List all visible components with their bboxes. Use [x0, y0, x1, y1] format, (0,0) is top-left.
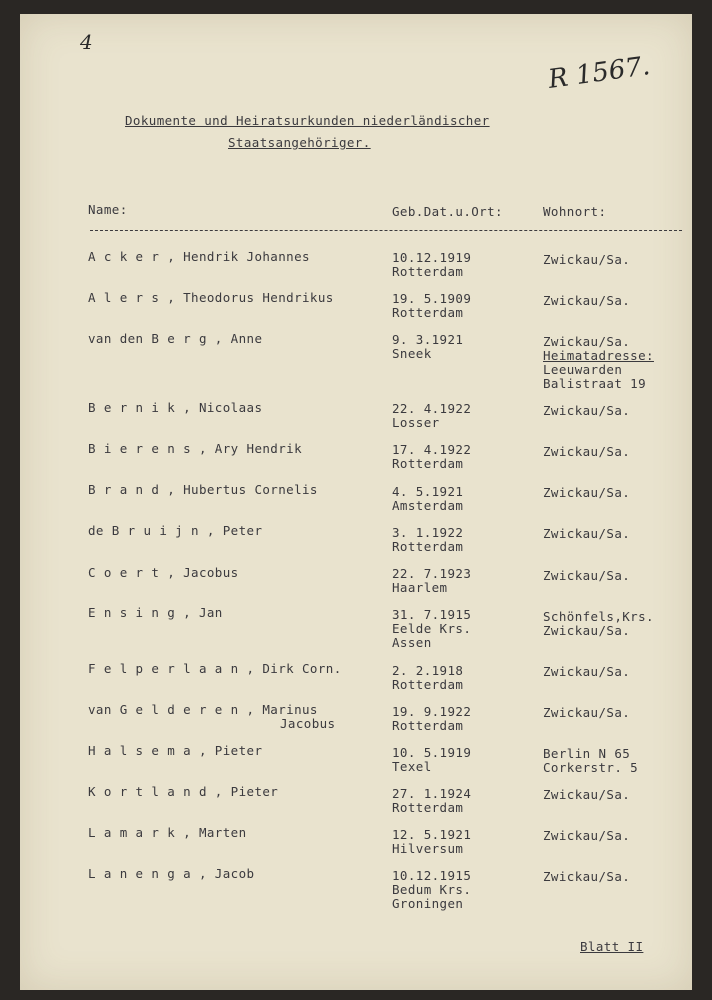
header-birth: Geb.Dat.u.Ort:: [392, 204, 503, 219]
residence-line: Zwickau/Sa.: [543, 623, 631, 638]
entry-name: H a l s e m a , Pieter: [88, 743, 263, 758]
residence-line: Heimatadresse:: [543, 348, 654, 363]
entry-date: 12. 5.1921: [392, 827, 472, 842]
entry-date: 10.12.1919: [392, 250, 472, 265]
entry-residence: [543, 747, 638, 775]
residence-line: Zwickau/Sa.: [543, 334, 631, 349]
entry-name: L a n e n g a , Jacob: [88, 866, 255, 881]
entry-place: Texel: [392, 759, 432, 774]
entry-residence: [543, 527, 630, 541]
entry-name: K o r t l a n d , Pieter: [88, 784, 279, 799]
residence-line: Zwickau/Sa.: [543, 293, 631, 308]
entry-place: Haarlem: [392, 580, 448, 595]
entry-name: E n s i n g , Jan: [88, 605, 223, 620]
entry-name: B i e r e n s , Ary Hendrik: [88, 441, 302, 456]
entry-place: Amsterdam: [392, 498, 464, 513]
header-residence: Wohnort:: [543, 204, 607, 219]
entry-birth: [392, 567, 471, 595]
entry-date: 22. 4.1922: [392, 401, 472, 416]
entry-place: Rotterdam: [392, 264, 464, 279]
entry-date: 2. 2.1918: [392, 663, 464, 678]
entry-birth: [392, 402, 471, 430]
entry-birth: [392, 664, 463, 692]
entry-birth: [392, 333, 463, 361]
entry-birth: [392, 828, 471, 856]
entry-place: Rotterdam: [392, 305, 464, 320]
entry-place: Bedum Krs.: [392, 882, 472, 897]
entry-date: 10.12.1915: [392, 868, 472, 883]
entry-name: F e l p e r l a a n , Dirk Corn.: [88, 661, 342, 676]
entry-birth: [392, 608, 471, 650]
entry-place: Groningen: [392, 896, 464, 911]
entry-residence: [543, 445, 630, 459]
residence-line: Zwickau/Sa.: [543, 485, 631, 500]
entry-residence: [543, 829, 630, 843]
entry-birth: [392, 251, 471, 279]
entry-date: 19. 9.1922: [392, 704, 472, 719]
entry-birth: [392, 292, 471, 320]
entry-place: Eelde Krs.: [392, 621, 472, 636]
residence-line: Zwickau/Sa.: [543, 568, 631, 583]
entry-date: 31. 7.1915: [392, 607, 472, 622]
entry-residence: [543, 788, 630, 802]
entry-residence: [543, 610, 654, 638]
residence-line: Zwickau/Sa.: [543, 787, 631, 802]
entry-date: 27. 1.1924: [392, 786, 472, 801]
entry-birth: [392, 869, 471, 911]
residence-line: Zwickau/Sa.: [543, 828, 631, 843]
header-rule: [90, 230, 682, 231]
residence-line: Leeuwarden: [543, 362, 623, 377]
entry-birth: [392, 485, 463, 513]
entry-residence: [543, 569, 630, 583]
residence-line: Zwickau/Sa.: [543, 444, 631, 459]
entry-residence: [543, 253, 630, 267]
header-name: Name:: [88, 202, 128, 217]
entry-birth: [392, 787, 471, 815]
sheet-label: Blatt II: [580, 939, 644, 954]
entry-name: A l e r s , Theodorus Hendrikus: [88, 290, 334, 305]
entry-residence: [543, 335, 654, 391]
entry-residence: [543, 706, 630, 720]
entry-birth: [392, 705, 471, 733]
entry-residence: [543, 294, 630, 308]
residence-line: Berlin N 65: [543, 746, 631, 761]
entry-date: 22. 7.1923: [392, 566, 472, 581]
residence-line: Zwickau/Sa.: [543, 869, 631, 884]
residence-line: Corkerstr. 5: [543, 760, 639, 775]
entry-date: 17. 4.1922: [392, 442, 472, 457]
entry-name: de B r u i j n , Peter: [88, 523, 263, 538]
entry-birth: [392, 443, 471, 471]
residence-line: Schönfels,Krs.: [543, 609, 654, 624]
entry-place: Hilversum: [392, 841, 464, 856]
reference-number: R 1567.: [546, 51, 652, 95]
entry-name: C o e r t , Jacobus: [88, 565, 239, 580]
document-page: [20, 14, 692, 990]
entry-date: 9. 3.1921: [392, 332, 464, 347]
residence-line: Zwickau/Sa.: [543, 252, 631, 267]
entry-name: A c k e r , Hendrik Johannes: [88, 249, 310, 264]
entry-place: Sneek: [392, 346, 432, 361]
residence-line: Zwickau/Sa.: [543, 526, 631, 541]
entry-place: Rotterdam: [392, 539, 464, 554]
residence-line: Zwickau/Sa.: [543, 664, 631, 679]
residence-line: Zwickau/Sa.: [543, 705, 631, 720]
entry-name: [88, 703, 335, 731]
entry-residence: [543, 404, 630, 418]
entry-birth: [392, 746, 471, 774]
entry-name: van den B e r g , Anne: [88, 331, 263, 346]
entry-place: Rotterdam: [392, 800, 464, 815]
entry-name: B e r n i k , Nicolaas: [88, 400, 263, 415]
entry-date: 10. 5.1919: [392, 745, 472, 760]
entry-name: B r a n d , Hubertus Cornelis: [88, 482, 318, 497]
entry-place: Assen: [392, 635, 432, 650]
entry-place: Rotterdam: [392, 456, 464, 471]
entry-residence: [543, 665, 630, 679]
title-line-1: Dokumente und Heiratsurkunden niederländischer: [125, 113, 490, 128]
entry-residence: [543, 486, 630, 500]
residence-line: Balistraat 19: [543, 376, 647, 391]
entry-place: Rotterdam: [392, 718, 464, 733]
entry-date: 4. 5.1921: [392, 484, 464, 499]
entry-date: 3. 1.1922: [392, 525, 464, 540]
entry-place: Losser: [392, 415, 440, 430]
corner-mark: 4: [80, 30, 93, 54]
entry-name-line: Jacobus: [280, 716, 336, 731]
entry-residence: [543, 870, 630, 884]
entry-birth: [392, 526, 463, 554]
entry-name: L a m a r k , Marten: [88, 825, 247, 840]
entry-place: Rotterdam: [392, 677, 464, 692]
residence-line: Zwickau/Sa.: [543, 403, 631, 418]
entry-name-line: van G e l d e r e n , Marinus: [88, 702, 318, 717]
entry-date: 19. 5.1909: [392, 291, 472, 306]
title-line-2: Staatsangehöriger.: [228, 135, 371, 150]
